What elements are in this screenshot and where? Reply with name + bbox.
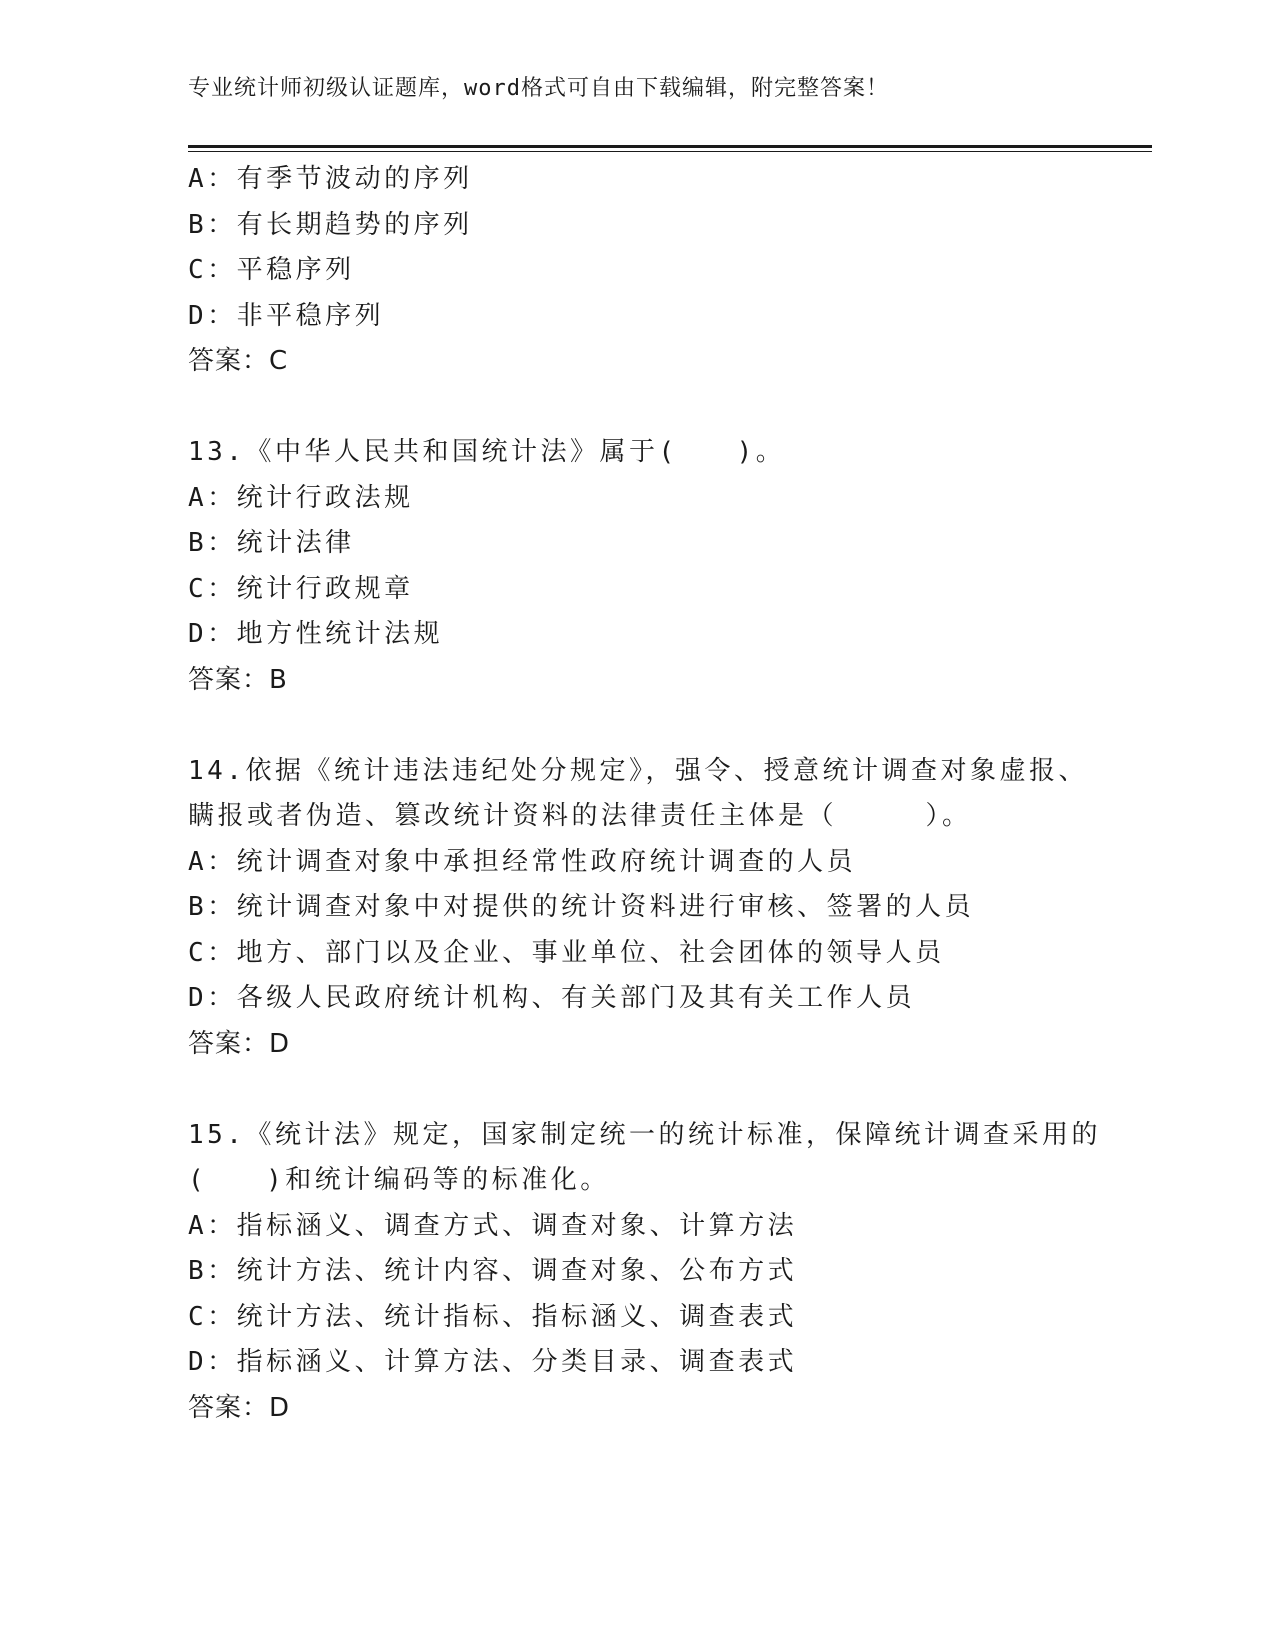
option-a: A：指标涵义、调查方式、调查对象、计算方法 [188, 1210, 798, 1241]
question-13 [188, 430, 1152, 703]
question-stem-line-2: ( )和统计编码等的标准化。 [188, 1165, 610, 1195]
question-14 [188, 749, 1152, 1068]
option-a: A：有季节波动的序列 [188, 164, 473, 194]
option-a: A：统计调查对象中承担经常性政府统计调查的人员 [188, 846, 857, 877]
option-a: A：统计行政法规 [188, 482, 414, 513]
spacer [188, 385, 1152, 431]
header-divider [188, 145, 1152, 148]
option-c: C：地方、部门以及企业、事业单位、社会团体的领导人员 [188, 937, 945, 968]
question-15 [188, 1113, 1152, 1432]
spacer [188, 1067, 1152, 1113]
question-list [188, 157, 1152, 1431]
option-c: C：统计方法、统计指标、指标涵义、调查表式 [188, 1301, 798, 1332]
option-b: B：统计法律 [188, 528, 355, 558]
question-stem: 13.《中华人民共和国统计法》属于( )。 [188, 437, 786, 467]
spacer [188, 703, 1152, 749]
question-12 [188, 157, 1152, 385]
option-d: D：非平稳序列 [188, 300, 385, 331]
option-b: B：统计调查对象中对提供的统计资料进行审核、签署的人员 [188, 892, 975, 922]
answer-line: 答案：D [188, 1028, 291, 1059]
question-stem-line-2: 瞒报或者伪造、篡改统计资料的法律责任主体是（ ）。 [188, 801, 972, 831]
answer-line: 答案：C [188, 346, 289, 376]
answer-line: 答案：D [188, 1392, 291, 1423]
option-c: C：平稳序列 [188, 255, 355, 285]
question-stem-line-1: 15.《统计法》规定，国家制定统一的统计标准，保障统计调查采用的 [188, 1119, 1101, 1150]
option-c: C：统计行政规章 [188, 573, 414, 604]
question-stem-line-1: 14.依据《统计违法违纪处分规定》，强令、授意统计调查对象虚报、 [188, 755, 1088, 786]
option-b: B：统计方法、统计内容、调查对象、公布方式 [188, 1256, 798, 1286]
option-b: B：有长期趋势的序列 [188, 209, 473, 240]
option-d: D：地方性统计法规 [188, 619, 444, 649]
option-d: D：指标涵义、计算方法、分类目录、调查表式 [188, 1347, 798, 1377]
page-header: 专业统计师初级认证题库，word格式可自由下载编辑，附完整答案！ [188, 76, 889, 101]
answer-line: 答案：B [188, 664, 288, 695]
option-d: D：各级人民政府统计机构、有关部门及其有关工作人员 [188, 983, 916, 1013]
